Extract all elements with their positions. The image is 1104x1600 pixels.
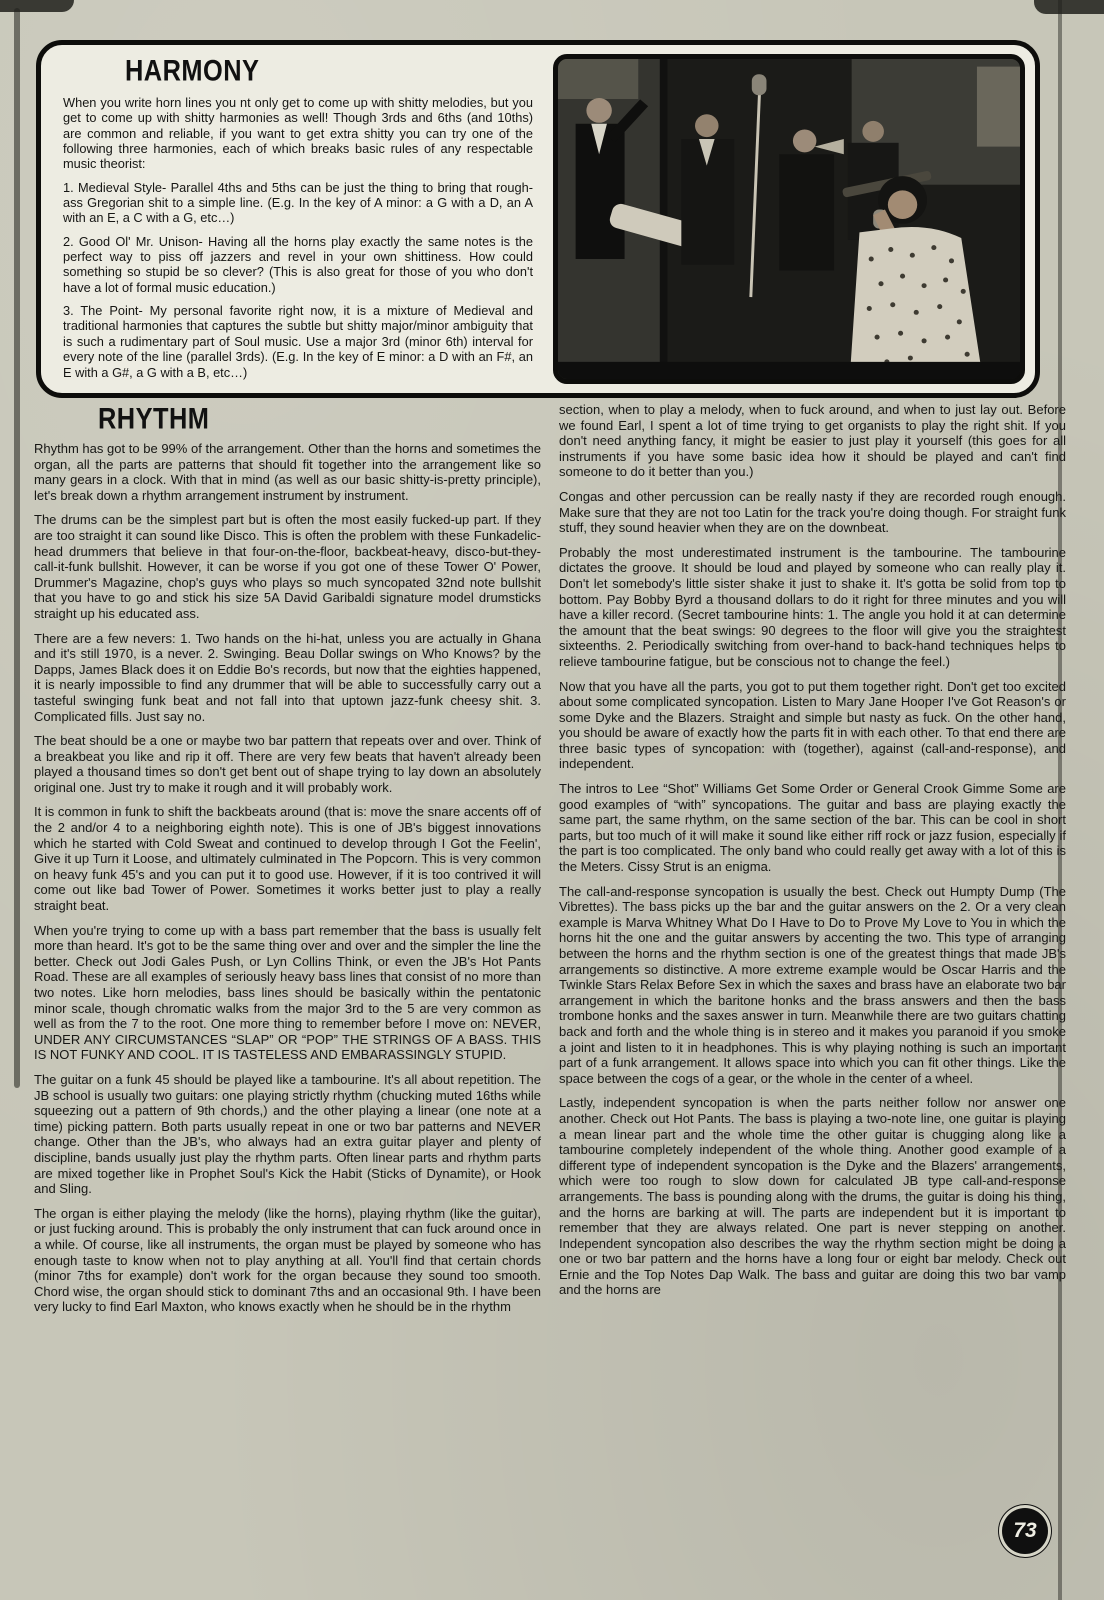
rhythm-columns bbox=[34, 402, 1066, 1324]
band-photo-illustration bbox=[558, 59, 1020, 379]
harmony-section bbox=[36, 40, 1040, 398]
harmony-section-title: HARMONY bbox=[125, 54, 260, 88]
paragraph: 3. The Point- My personal favorite right now, it is a mixture of Medieval and traditional harmonies that captures the subtle but shitty major/minor ambiguity that is such a rudimentary part of Soul music. Use a major 3rd (minor 6th) interval for every note of the line (parallel 3rds). (E.g. In the key of E minor: a D with an F#, an E with a G#, a G with a B, etc…) bbox=[63, 303, 533, 380]
rhythm-section bbox=[0, 402, 1104, 1324]
paragraph: Now that you have all the parts, you got to put them together right. Don't get too excited about some complicated syncopation. Listen to Mary Jane Hooper I've Got Reason's or some Dyke and the Blazers. Straight and simple but nasty as fuck. On the other hand, you should be aware of exactly how the parts fit in with each other. To that end there are three basic types of syncopation: with (together), against (call-and-response), and independent. bbox=[559, 678, 1066, 772]
rhythm-section-title: RHYTHM bbox=[98, 402, 210, 436]
paragraph: 1. Medieval Style- Parallel 4ths and 5ths can be just the thing to bring that rough-ass Gregorian shit to a simple line. (E.g. In the key of A minor: a G with a D, an A with an E, a C with a G, etc…) bbox=[63, 179, 533, 226]
paragraph: The organ is either playing the melody (like the horns), playing rhythm (like the guitar), or just fucking around. This is probably the only instrument that can fuck around once in a while. Of course, like all instruments, the organ must be played by someone who has enough taste to know when not to play anything at all. You'll find that certain chords (minor 7ths for example) don't work for the organ because they sound too smooth. Chord wise, the organ should stick to dominant 7ths and an occasional 9th. I have been very lucky to find Earl Maxton, who knows exactly when he should be in the rhythm bbox=[34, 1205, 541, 1315]
paragraph: The beat should be a one or maybe two bar pattern that repeats over and over. Think of a breakbeat you like and rip it off. There are very few beats that haven't already been played a thousand times so don't get bent out of shape trying to lay down an absolutely original one. Just try to make it rough and it will probably work. bbox=[34, 733, 541, 795]
paragraph: When you're trying to come up with a bass part remember that the bass is usually felt more than heard. It's got to be the same thing over and over and the simpler the line the better. Check out Jodi Gales Push, or Lyn Collins Think, or even the JB's Hot Pants Road. These are all examples of seriously heavy bass lines that consist of no more than two notes. Like horn melodies, bass lines should be basically within the pentatonic minor scale, though chromatic walks from the major 3rd to the 5 are very common as well as from the 7 to the root. One more thing to remember before I move on: NEVER, UNDER ANY CIRCUMSTANCES “SLAP” OR “POP” THE STRINGS OF A BASS. THIS IS NOT FUNKY AND COOL. IT IS TASTELESS AND EMBARASSINGLY STUPID. bbox=[34, 922, 541, 1063]
paragraph: Rhythm has got to be 99% of the arrangement. Other than the horns and sometimes the organ, all the parts are patterns that should fit together into the arrangement like so many gears in a clock. With that in mind (as well as our basic shitty-is-pretty principle), let's break down a rhythm arrangement instrument by instrument. bbox=[34, 441, 541, 503]
rhythm-left-column bbox=[34, 402, 541, 1324]
page-number-badge bbox=[1002, 1508, 1048, 1554]
scan-artifact-top-right bbox=[1034, 0, 1104, 14]
page-number: 73 bbox=[1013, 1519, 1037, 1542]
band-photo bbox=[553, 54, 1025, 384]
rhythm-right-paragraphs bbox=[559, 402, 1066, 1298]
paragraph: The call-and-response syncopation is usually the best. Check out Humpty Dump (The Vibrettes). The bass picks up the bar and the guitar answers on the 2. Or a very clean example is Marva Whitney What Do I Have to Do to Prove My Love to You in which the horns hit the one and the guitar answers by accenting the two. This type of arranging between the horns and the rhythm section is one of the greatest things that made JB's arrangements so distinctive. A more extreme example would be Oscar Harris and the Twinkle Stars Relax Before Sex in which the saxes and brass have an elaborate two bar arrangement in which the baritone honks and the brass answers and then the bass trombone honks and the saxes answer in turn. Meanwhile there are two guitars chatting back and forth and the whole thing is in stereo and it makes you paranoid if you smoke a joint and listen to it in headphones. This is why playing nothing is such an important part of a funk arrangement. It allows space into which you can fit other things. Like the space between the cogs of a gear, or the whole in the center of a wheel. bbox=[559, 883, 1066, 1086]
harmony-text-block bbox=[57, 54, 539, 384]
paragraph: Probably the most underestimated instrument is the tambourine. The tambourine dictates the groove. It should be loud and played by someone who can really play it. Don't let somebody's little sister shake it just to shake it. It's gotta be solid from top to bottom. Pay Bobby Byrd a thousand dollars to do it right for three minutes and you will have a killer record. (Secret tambourine hints: 1. The angle you hold it at can determine the amount that the beat swings: 90 degrees to the floor will give you the straightest sixteenths. 2. Periodically switching from over-hand to back-hand techniques helps to relieve tambourine fatigue, but be conscious not to change the feel.) bbox=[559, 544, 1066, 669]
harmony-paragraphs bbox=[63, 95, 533, 380]
paragraph: The intros to Lee “Shot” Williams Get Some Order or General Crook Gimme Some are good examples of “with” syncopations. The guitar and bass are playing exactly the same part, the same rhythm, on the same section of the bar. This can be cool in short parts, but too much of it will make it sound like either riff rock or jazz fusion, especially if the part is too complicated. The only band who could really get away with a lot of this is the Meters. Cissy Strut is an enigma. bbox=[559, 781, 1066, 875]
paragraph: It is common in funk to shift the backbeats around (that is: move the snare accents off of the 2 and/or 4 to a neighboring eighth note). This is one of JB's biggest innovations which he started with Cold Sweat and continued to develop through I Got the Feelin', Give it up Turn it Loose, and ultimately culminated in The Popcorn. This is very common on heavy funk 45's and you can put it to good use. However, if it is too contrived it will come out like bad Tower of Power. Sometimes it works better just to play a really straight beat. bbox=[34, 804, 541, 914]
scan-artifact-top-left bbox=[0, 0, 74, 12]
paragraph: 2. Good Ol' Mr. Unison- Having all the horns play exactly the same notes is the perfect way to piss off jazzers and revel in your own shittiness. How could something so stupid be so clever? (This is also great for those of you who don't have a lot of formal music education.) bbox=[63, 233, 533, 295]
paragraph: Congas and other percussion can be really nasty if they are recorded rough enough. Make sure that they are not too Latin for the track you're doing though. For straight funk stuff, they sound heavier when they are on the downbeat. bbox=[559, 488, 1066, 536]
paragraph: The drums can be the simplest part but is often the most easily fucked-up part. If they are too straight it can sound like Disco. This is often the problem with these Funkadelic-head drummers that believe in that four-on-the-floor, backbeat-heavy, disco-but-they-call-it-funk bullshit. However, it can be worse if you got one of these Tower O' Power, Drummer's Magazine, chop's guys who plays so much syncopated 32nd note bullshit that you have to go and stick his size 5A David Garibaldi signature model drumsticks straight up his educated ass. bbox=[34, 512, 541, 621]
paragraph: There are a few nevers: 1. Two hands on the hi-hat, unless you are actually in Ghana and it's still 1970, is a never. 2. Swinging. Beau Dollar swings on Who Knows? by the Dapps, James Black does it on Eddie Bo's records, but now that the eighties happened, it is nearly impossible to find any drummer that will be able to successfully carry out a tasteful swinging funk beat and not fall into that uptown jazz-funk cheesy shit. 3. Complicated fills. Just say no. bbox=[34, 630, 541, 724]
paragraph: Lastly, independent syncopation is when the parts neither follow nor answer one another. Check out Hot Pants. The bass is playing a two-note line, one guitar is playing a mean linear part and the whole time the other guitar is chugging along like a tambourine completely independent of the whole thing. Another good example of a different type of independent syncopation is the Dyke and the Blazers' arrangements, which were too rough to slow down for calculated JB type call-and-response arrangements. The bass is pounding along with the drums, the guitar is doing his thing, and the horns are barking at will. The parts are independent but it is important to remember that they are always related. One part is never stepping on another. Independent syncopation also describes the way the rhythm section might be doing a one or two bar pattern and the horns have a long four or eight bar melody. Check out Ernie and the Top Notes Dap Walk. The bass and guitar are doing this two bar vamp and the horns are bbox=[559, 1095, 1066, 1298]
rhythm-right-column bbox=[559, 402, 1066, 1324]
paragraph: When you write horn lines you nt only get to come up with shitty melodies, but you get to come up with shitty harmonies as well! Though 3rds and 6ths (and 10ths) are common and reliable, if you want to get extra shitty you can try one of the following three harmonies, each of which breaks basic rules of any respectable music theorist: bbox=[63, 95, 533, 172]
paragraph: The guitar on a funk 45 should be played like a tambourine. It's all about repetition. The JB school is usually two guitars: one playing strictly rhythm (chucking muted 16ths while squeezing out a pattern of 9th chords,) and the other playing a linear (one note at a time) picking pattern. Both parts usually repeat in one or two bar patterns and NEVER change. Other than the JB's, who always had an extra guitar player and plenty of discipline, bands usually just play the rhythm parts. Often linear parts and rhythm parts are mixed together like in Prophet Soul's Kick the Habit (Sticks of Dynamite), or Hook and Sling. bbox=[34, 1071, 541, 1197]
rhythm-left-paragraphs bbox=[34, 441, 541, 1315]
paragraph: section, when to play a melody, when to fuck around, and when to just lay out. Before we found Earl, I spent a lot of time trying to get organists to play the right shit. If you don't need anything fancy, it might be easier to just play it yourself (this goes for all instruments if you have some basic idea how it should be played and can't find someone to do it better than you.) bbox=[559, 402, 1066, 480]
